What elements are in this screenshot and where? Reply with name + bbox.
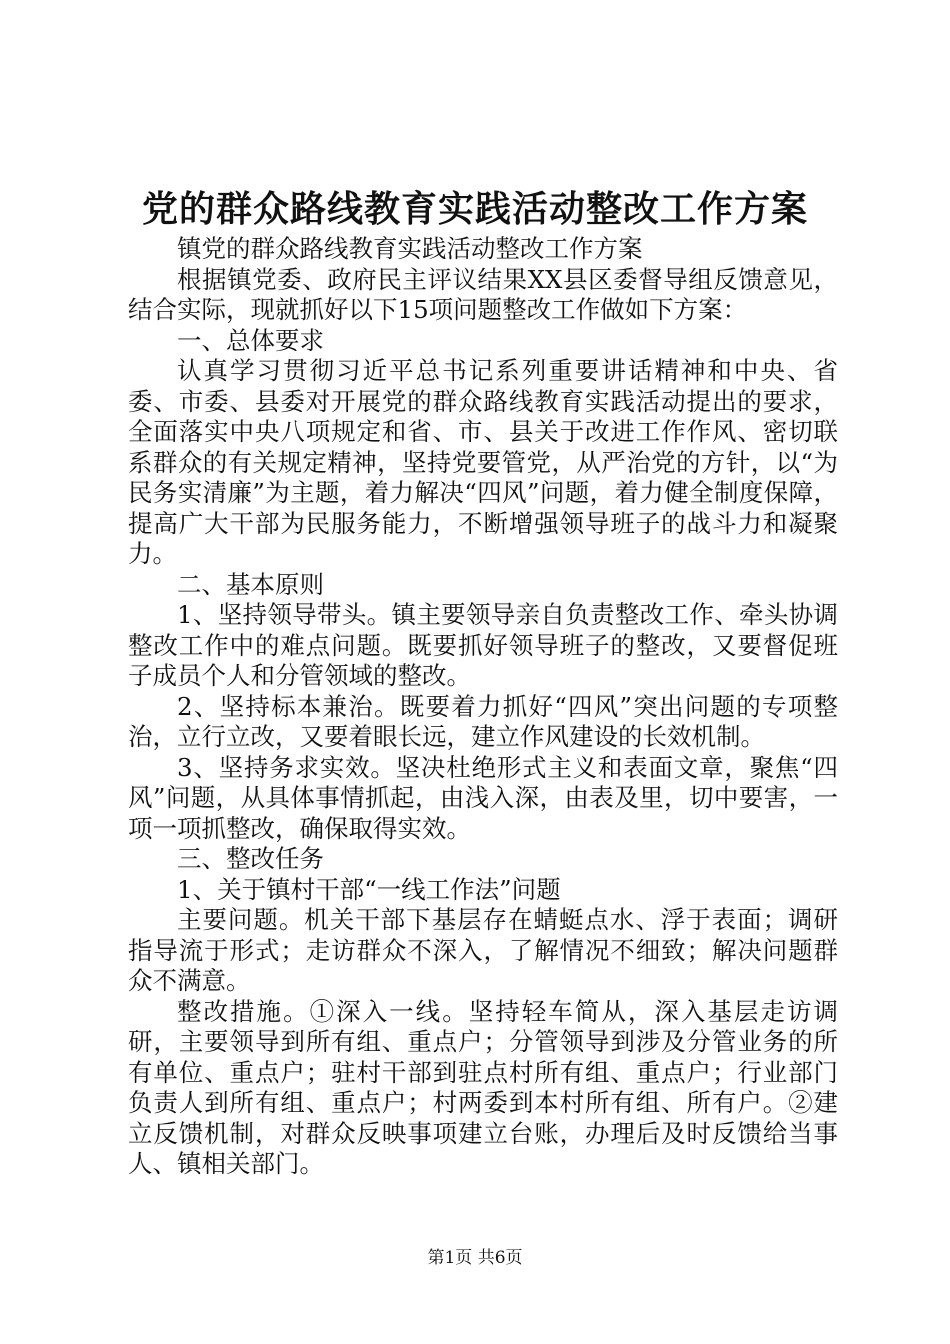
intro-paragraph: 根据镇党委、政府民主评议结果XX县区委督导组反馈意见，结合实际，现就抓好以下15项问题整改工作做如下方案： [128, 264, 838, 324]
main-problems-paragraph: 主要问题。机关干部下基层存在蜻蜓点水、浮于表面；调研指导流于形式；走访群众不深入，了解情况不细致；解决问题群众不满意。 [128, 905, 838, 995]
document-title: 党的群众路线教育实践活动整改工作方案 [141, 188, 808, 230]
document-body [128, 234, 838, 1180]
section-heading-tasks: 三、整改任务 [177, 844, 324, 873]
page-footer: 第1页 共6页 [427, 1248, 523, 1268]
measures-paragraph: 整改措施。①深入一线。坚持轻车简从，深入基层走访调研，主要领导到所有组、重点户；分管领导到涉及分管业务的所有单位、重点户；驻村干部到驻点村所有组、重点户；行业部门负责人到所有组、重点户；村两委到本村所有组、所有户。②建立反馈机制，对群众反映事项建立台账，办理后及时反馈给当事人、镇相关部门。 [128, 996, 838, 1178]
principle-3-paragraph: 3、坚持务求实效。坚决杜绝形式主义和表面文章，聚焦“四风”问题，从具体事情抓起，由浅入深，由表及里，切中要害，一项一项抓整改，确保取得实效。 [128, 752, 838, 843]
section-heading-general: 一、总体要求 [177, 325, 324, 355]
principle-1-paragraph: 1、坚持领导带头。镇主要领导亲自负责整改工作、牵头协调整改工作中的难点问题。既要抓好领导班子的整改，又要督促班子成员个人和分管领域的整改。 [128, 600, 838, 690]
task-1-heading: 1、关于镇村干部“一线工作法”问题 [177, 874, 561, 904]
principle-2-paragraph: 2、坚持标本兼治。既要着力抓好“四风”突出问题的专项整治，立行立改，又要着眼长远，建立作风建设的长效机制。 [128, 691, 838, 751]
subtitle-paragraph: 镇党的群众路线教育实践活动整改工作方案 [177, 234, 643, 263]
general-requirements-paragraph: 认真学习贯彻习近平总书记系列重要讲话精神和中央、省委、市委、县委对开展党的群众路线教育实践活动提出的要求，全面落实中央八项规定和省、市、县关于改进工作作风、密切联系群众的有关规定精神，坚持党要管党，从严治党的方针，以“为民务实清廉”为主题，着力解决“四风”问题，着力健全制度保障，提高广大干部为民服务能力，不断增强领导班子的战斗力和凝聚力。 [128, 356, 838, 568]
section-heading-principles: 二、基本原则 [177, 569, 324, 599]
